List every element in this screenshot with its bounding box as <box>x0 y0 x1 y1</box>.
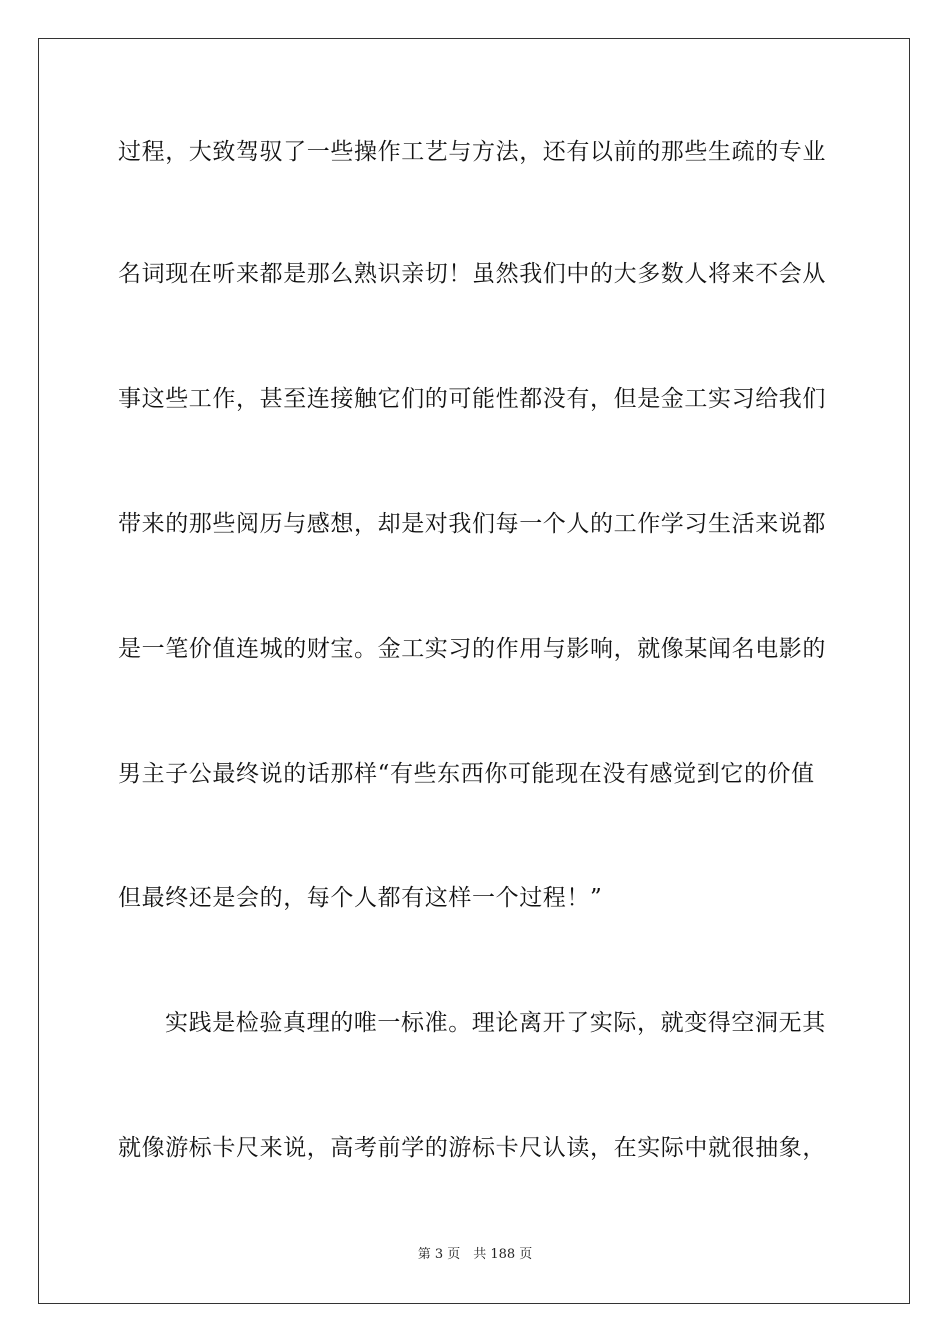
body-text-line-7: 但最终还是会的，每个人都有这样一个过程！” <box>118 885 603 911</box>
body-text-line-4: 带来的那些阅历与感想，却是对我们每一个人的工作学习生活来说都 <box>118 511 826 537</box>
paragraph-indented-line: 实践是检验真理的唯一标准。理论离开了实际，就变得空洞无其 <box>165 1010 826 1036</box>
body-text-line-2: 名词现在听来都是那么熟识亲切！虽然我们中的大多数人将来不会从 <box>118 261 826 287</box>
body-text-line-9: 就像游标卡尺来说，高考前学的游标卡尺认读，在实际中就很抽象， <box>118 1135 826 1161</box>
page-border <box>38 38 910 1304</box>
body-text-line-1: 过程，大致驾驭了一些操作工艺与方法，还有以前的那些生疏的专业 <box>118 139 826 165</box>
body-text-line-5: 是一笔价值连城的财宝。金工实习的作用与影响，就像某闻名电影的 <box>118 636 826 662</box>
body-text-line-6: 男主子公最终说的话那样“有些东西你可能现在没有感觉到它的价值 <box>118 761 815 787</box>
body-text-line-3: 事这些工作，甚至连接触它们的可能性都没有，但是金工实习给我们 <box>118 386 826 412</box>
page-number-footer: 第 3 页 共 188 页 <box>417 1247 533 1262</box>
